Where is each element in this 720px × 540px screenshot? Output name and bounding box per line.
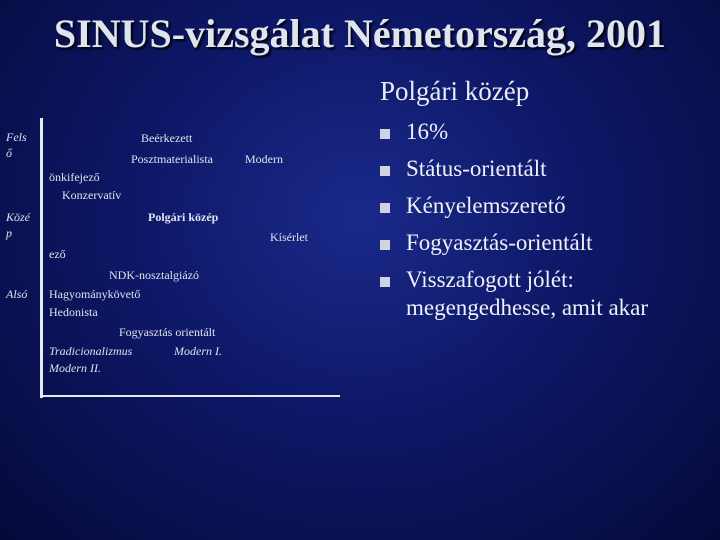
square-bullet-icon [380,203,390,213]
vertical-axis [40,118,43,398]
label-modern: Modern [245,152,283,166]
label-kiserlet: Kísérlet [270,230,308,244]
label-modern-i: Modern I. [174,344,222,358]
label-onkifejezo: önkifejező [49,170,100,184]
square-bullet-icon [380,277,390,287]
bullet-item [380,118,720,146]
bullet-text: Kényelemszerető [406,193,566,218]
label-modern-ii: Modern II. [49,361,101,375]
y-label-mid-2: p [6,226,12,240]
label-konzervativ: Konzervatív [62,188,122,202]
bullet-text: 16% [406,119,449,144]
bullet-item [380,192,720,220]
y-label-top-2: ő [6,146,12,160]
label-hagyomanykoveto: Hagyománykövető [49,287,141,301]
section-heading: Polgári közép [380,76,530,106]
y-label-mid-1: Közé [6,210,30,224]
bullet-item [380,229,720,257]
square-bullet-icon [380,240,390,250]
label-posztmaterialista: Posztmaterialista [131,152,213,166]
bullet-list [380,118,720,331]
bullet-text: Fogyasztás-orientált [406,230,593,255]
label-fogyasztas: Fogyasztás orientált [119,325,216,339]
bullet-text: Státus-orientált [406,156,547,181]
square-bullet-icon [380,166,390,176]
horizontal-axis [40,395,340,397]
label-hedonista: Hedonista [49,305,98,319]
slide-title: SINUS-vizsgálat Németország, 2001 [53,11,667,56]
label-beerkezett: Beérkezett [141,131,193,145]
square-bullet-icon [380,129,390,139]
label-ndk: NDK-nosztalgiázó [109,268,199,282]
y-label-top-1: Fels [6,130,27,144]
label-polgari-kozep: Polgári közép [148,210,219,224]
bullet-item [380,266,720,322]
label-ezo: ező [49,247,66,261]
y-label-bottom: Alsó [6,287,28,301]
bullet-item [380,155,720,183]
bullet-text: Visszafogott jólét: megengedhesse, amit akar [406,267,649,320]
label-tradicionalizmus: Tradicionalizmus [49,344,133,358]
